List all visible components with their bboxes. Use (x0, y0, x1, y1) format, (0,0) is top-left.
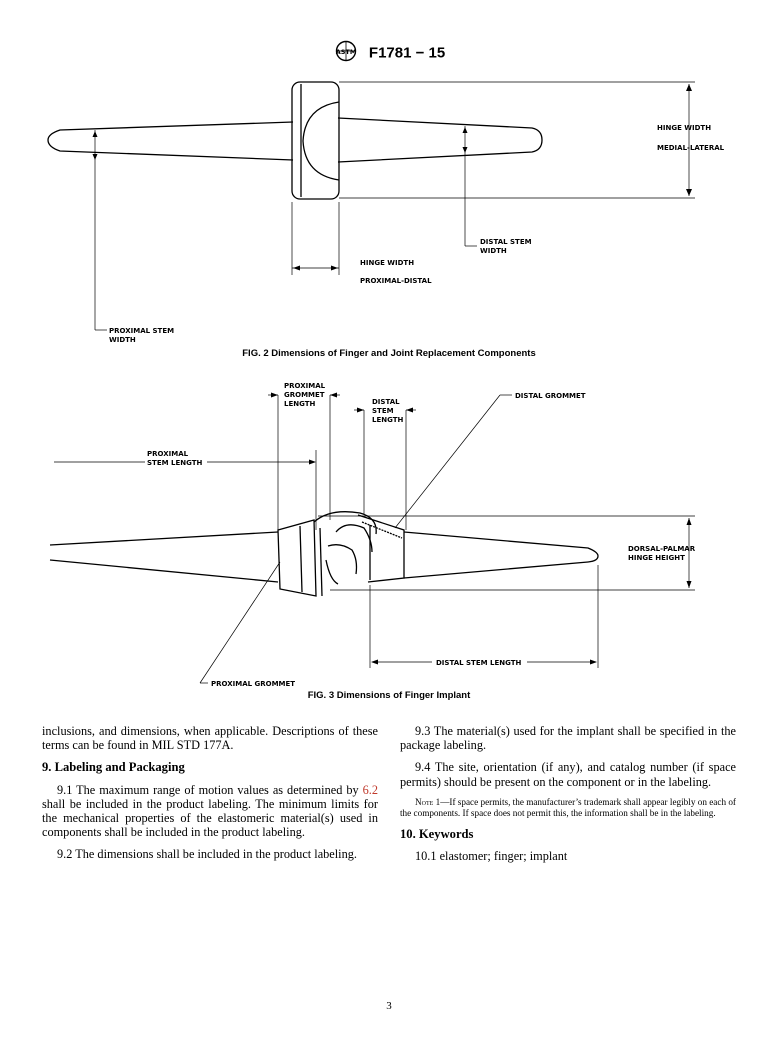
section-10-heading: 10. Keywords (400, 826, 474, 841)
fig3-label-proximal-stem-length-2: STEM LENGTH (147, 459, 203, 467)
fig2-label-distal-stem: DISTAL STEM (480, 238, 532, 246)
continued-paragraph: inclusions, and dimensions, when applicable. Descriptions of these terms can be found in MIL STD 177A. (42, 724, 378, 753)
fig2-label-distal-stem-width: WIDTH (480, 247, 507, 255)
fig3-label-hinge-height: HINGE HEIGHT (628, 554, 685, 562)
fig3-label-proximal-grommet-3: LENGTH (284, 400, 316, 408)
fig2-label-medial-lateral: MEDIAL-LATERAL (657, 144, 725, 152)
paragraph-9-1: 9.1 The maximum range of motion values as determined by 6.2 shall be included in the product labeling. The minimum limits for the mechanical properties of the elastomeric material(s) used in components shall be included in the product labeling. (42, 782, 378, 840)
fig2-label-hinge-width: HINGE WIDTH (657, 124, 712, 132)
fig2-drawing (0, 75, 778, 375)
fig2-label-proximal-stem: PROXIMAL STEM (109, 327, 175, 335)
fig2-label-proximal-distal: PROXIMAL-DISTAL (360, 277, 432, 285)
fig3-label-distal-grommet: DISTAL GROMMET (515, 392, 586, 400)
fig3-label-distal-stem-3: LENGTH (372, 416, 404, 424)
document-title: F1781 − 15 (368, 44, 446, 62)
section-9-heading: 9. Labeling and Packaging (42, 760, 185, 775)
fig3-label-distal-stem-1: DISTAL (372, 398, 400, 406)
astm-logo-icon (333, 40, 359, 66)
paragraph-10-1: 10.1 elastomer; finger; implant (415, 849, 568, 864)
page-number: 3 (386, 1000, 392, 1012)
fig2-label-proximal-stem-width: WIDTH (109, 336, 136, 344)
right-column (400, 724, 736, 871)
fig3-label-proximal-grommet-1: PROXIMAL (284, 382, 326, 390)
document-header (0, 40, 778, 66)
paragraph-9-2: 9.2 The dimensions shall be included in the product labeling. (57, 847, 357, 862)
note-1: Note 1—If space permits, the manufacturer’s trademark shall appear legibly on each of the components. If space does not permit this, the information shall be in the labeling. (400, 796, 736, 818)
fig3-label-distal-stem-length: DISTAL STEM LENGTH (436, 659, 522, 667)
paragraph-9-3: 9.3 The material(s) used for the implant shall be specified in the package labeling. (400, 724, 736, 753)
fig3-label-dorsal-palmar: DORSAL-PALMAR (628, 545, 696, 553)
fig3-drawing (0, 372, 778, 692)
fig2-label-hinge-width-pd: HINGE WIDTH (360, 259, 415, 267)
svg-text:ASTM: ASTM (335, 48, 357, 56)
paragraph-9-4: 9.4 The site, orientation (if any), and catalog number (if space permits) should be present on the component or in the labeling. (400, 760, 736, 789)
fig3-label-proximal-stem-length-1: PROXIMAL (147, 450, 189, 458)
fig3-label-proximal-grommet-2: GROMMET (284, 391, 325, 399)
fig3-label-proximal-grommet: PROXIMAL GROMMET (211, 680, 296, 688)
left-column (42, 724, 378, 870)
fig3-label-distal-stem-2: STEM (372, 407, 394, 415)
fig2-caption: FIG. 2 Dimensions of Finger and Joint Replacement Components (242, 348, 536, 359)
fig3-caption: FIG. 3 Dimensions of Finger Implant (307, 690, 471, 701)
section-6-2-link[interactable]: 6.2 (362, 782, 378, 797)
